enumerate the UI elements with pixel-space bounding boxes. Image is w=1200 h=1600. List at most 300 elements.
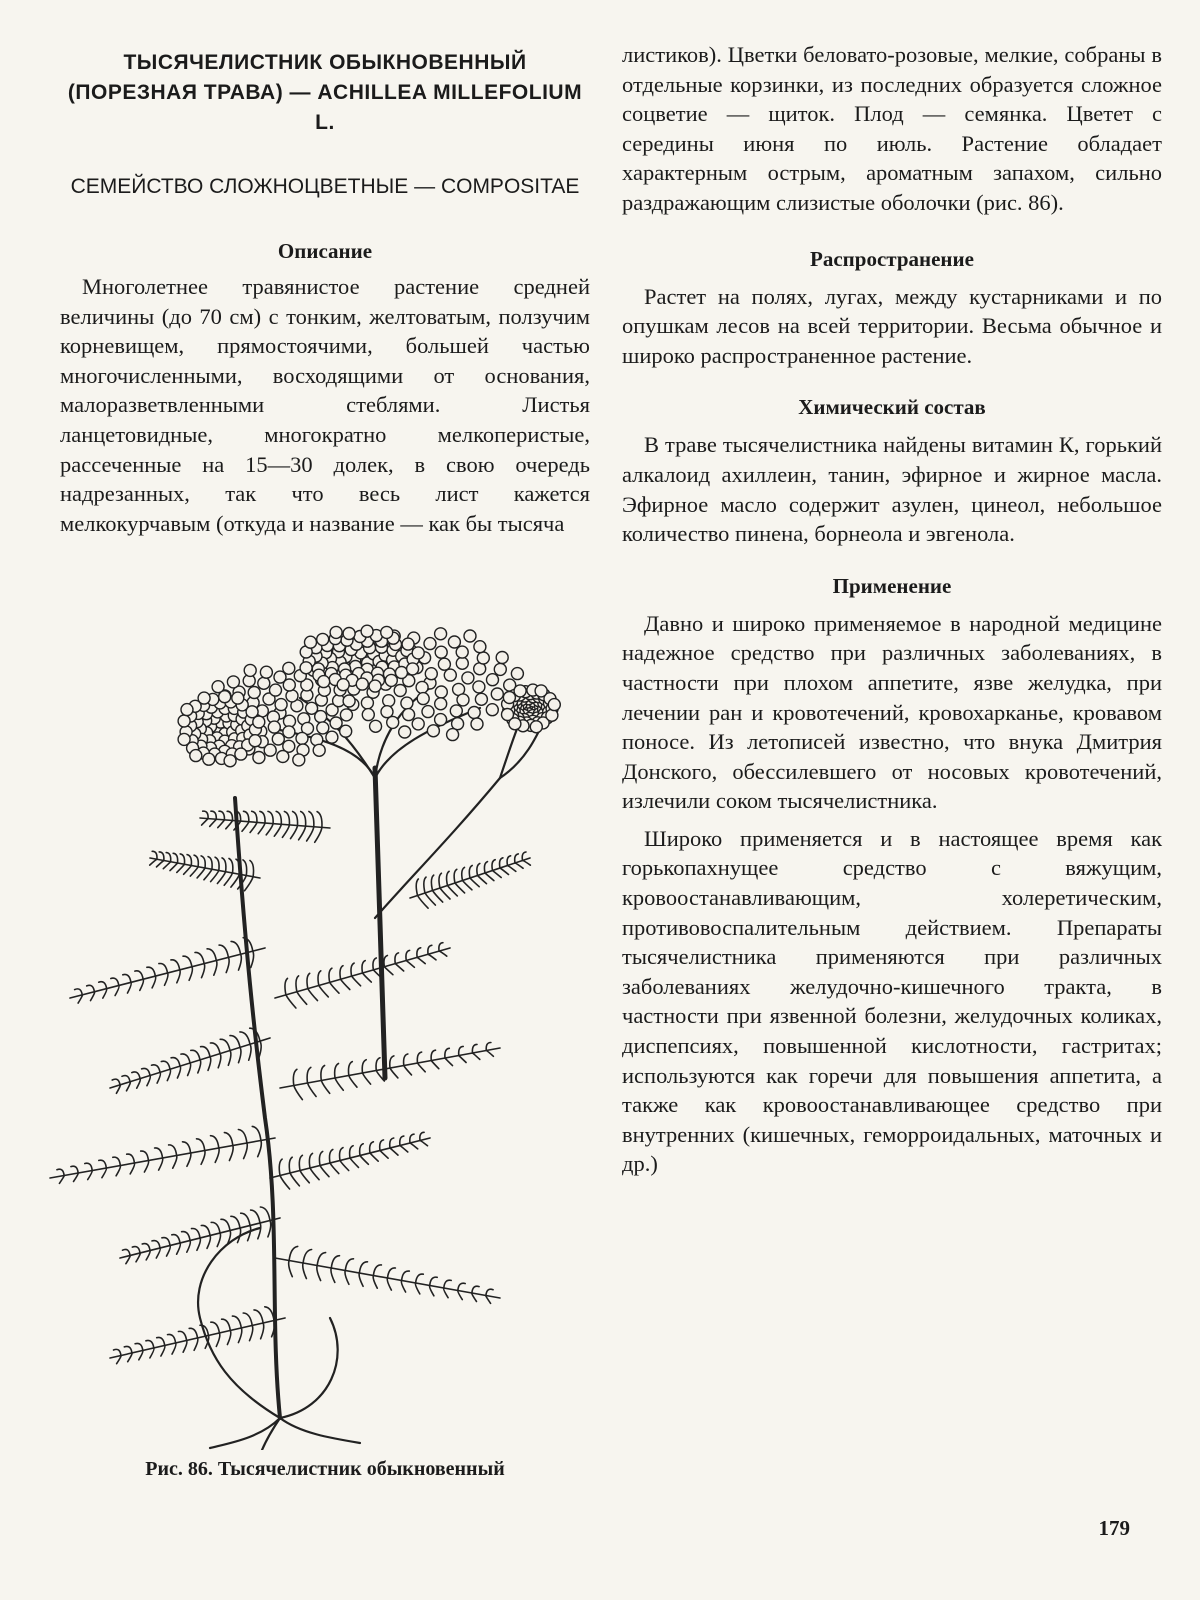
- leaf-segment: [321, 1066, 325, 1081]
- leaf-segment: [289, 1261, 293, 1277]
- leaf-segment: [210, 1043, 220, 1054]
- leaf-segment: [207, 1236, 210, 1249]
- leaf-segment: [183, 1341, 187, 1353]
- leaf-segment: [187, 1153, 191, 1166]
- leaf-segment: [183, 1142, 191, 1153]
- flower-floret: [412, 647, 424, 659]
- leaf-segment: [349, 1076, 357, 1088]
- flower-floret: [253, 752, 265, 764]
- leaf-segment: [282, 825, 289, 838]
- leaf-segment: [265, 1307, 274, 1321]
- leaf-segment: [309, 1153, 312, 1168]
- leaf-segment: [194, 1338, 198, 1350]
- flower-floret: [456, 646, 468, 658]
- leaf-segment: [293, 812, 298, 826]
- flower-floret: [330, 717, 342, 729]
- flower-floret: [283, 662, 295, 674]
- leaf-segment: [459, 1056, 466, 1063]
- leaf-segment: [254, 1310, 263, 1323]
- flower-floret: [381, 626, 393, 638]
- leaf-segment: [140, 979, 144, 990]
- leaf-segment: [299, 826, 306, 840]
- flower-floret: [362, 709, 374, 721]
- flower-floret: [326, 731, 338, 743]
- leaf-segment: [307, 1067, 311, 1083]
- leaf-segment: [122, 1076, 130, 1082]
- leaf-segment: [184, 866, 192, 875]
- leaf-segment: [291, 826, 298, 839]
- leaf-segment: [128, 982, 132, 993]
- flower-floret: [244, 664, 256, 676]
- leaf-segment: [331, 1268, 335, 1282]
- leaf-segment: [340, 1161, 349, 1171]
- leaf-segment: [473, 1053, 480, 1059]
- leaf-segment: [197, 1139, 205, 1151]
- leaf-segment: [301, 812, 306, 827]
- leaf-segment: [417, 1052, 421, 1063]
- leaf-segment: [387, 1278, 391, 1290]
- flower-floret: [416, 681, 428, 693]
- leaf-segment: [370, 1153, 378, 1161]
- yarrow-illustration: [30, 618, 590, 1450]
- leaf-segment: [390, 1068, 398, 1078]
- leaf-segment: [167, 1246, 171, 1257]
- flower-floret: [383, 695, 395, 707]
- flower-floret: [447, 729, 459, 741]
- leaf-segment: [211, 1136, 219, 1148]
- leaf-segment: [445, 1058, 453, 1066]
- flower-floret: [435, 698, 447, 710]
- leaf-segment: [130, 1163, 134, 1174]
- leaf-segment: [317, 1266, 321, 1281]
- leaf-segment: [251, 1210, 260, 1223]
- leaf-segment: [363, 1073, 371, 1084]
- leaf-segment: [418, 1063, 426, 1072]
- leaf-segment: [384, 967, 393, 975]
- leaf-segment: [294, 1086, 303, 1100]
- leaf-segment: [85, 1163, 92, 1170]
- leaf-segment: [373, 958, 376, 970]
- leaf-segment: [307, 973, 310, 988]
- leaf-segment: [171, 1058, 180, 1067]
- leaf-segment: [178, 1331, 186, 1340]
- flower-floret: [203, 753, 215, 765]
- flower-floret: [361, 697, 373, 709]
- flower-floret: [249, 735, 261, 747]
- leaf-segment: [315, 827, 322, 842]
- flower-floret: [370, 720, 382, 732]
- leaf-segment: [373, 1276, 377, 1289]
- flower-floret: [296, 732, 308, 744]
- leaf-segment: [320, 1166, 329, 1177]
- leaf-segment: [112, 1079, 120, 1085]
- leaf-segment: [211, 1322, 220, 1333]
- leaf-segment: [231, 1216, 240, 1228]
- leaf-segment: [180, 854, 184, 864]
- leaf-segment: [486, 1289, 493, 1295]
- leaf-segment: [197, 1238, 201, 1250]
- leaf-segment: [345, 1259, 353, 1271]
- leaf-segment: [345, 1271, 349, 1285]
- leaf-segment: [243, 1313, 252, 1326]
- leaf-segment: [211, 871, 219, 882]
- description-heading: Описание: [277, 239, 373, 263]
- right-column: [622, 40, 1162, 1179]
- leaf-segment: [418, 896, 429, 909]
- flower-floret: [178, 715, 190, 727]
- leaf-segment: [229, 859, 233, 874]
- leaf-segment: [258, 1141, 262, 1157]
- flower-floret: [457, 694, 469, 706]
- leaf-segment: [440, 888, 450, 899]
- leaf-segment: [380, 1140, 384, 1151]
- leaf-segment: [470, 878, 479, 887]
- leaf-segment: [221, 1219, 230, 1230]
- leaf-segment: [217, 1233, 220, 1247]
- leaf-segment: [208, 857, 212, 870]
- leaf-segment: [127, 1154, 135, 1163]
- flower-floret: [330, 626, 342, 638]
- flower-floret: [407, 663, 419, 675]
- leaf-segment: [454, 869, 457, 883]
- leaf-segment: [500, 868, 509, 875]
- flower-floret: [300, 662, 312, 674]
- leaf-segment: [380, 1151, 388, 1159]
- leaf-segment: [424, 877, 426, 893]
- leaf-segment: [307, 827, 314, 841]
- leaf-segment: [227, 1331, 230, 1345]
- leaf-segment: [448, 886, 458, 896]
- leaf-segment: [155, 1148, 163, 1158]
- leaf-segment: [363, 973, 372, 982]
- leaf-segment: [268, 811, 273, 823]
- leaf-segment: [219, 945, 228, 957]
- leaf-segment: [231, 874, 240, 887]
- leaf-segment: [350, 1146, 354, 1158]
- leaf-segment: [416, 1274, 424, 1283]
- leaf-segment: [331, 1256, 339, 1268]
- flower-floret: [477, 652, 489, 664]
- leaf-segment: [329, 1150, 332, 1164]
- flower-floret: [318, 676, 330, 688]
- leaf-segment: [182, 1232, 190, 1241]
- leaf-segment: [177, 1066, 180, 1078]
- leaf-segment: [276, 811, 281, 824]
- leaf-segment: [71, 1166, 78, 1173]
- leaf-segment: [523, 861, 531, 866]
- leaf-segment: [232, 1316, 241, 1328]
- flower-floret: [475, 693, 487, 705]
- leaf-segment: [430, 1277, 438, 1285]
- flower-floret: [277, 751, 289, 763]
- flower-floret: [509, 718, 521, 730]
- leaf-segment: [431, 875, 433, 890]
- leaf-segment: [173, 1156, 177, 1169]
- leaf-segment: [207, 949, 216, 961]
- leaf-segment: [260, 1207, 270, 1221]
- leaf-segment: [431, 1061, 439, 1069]
- chemistry-heading: Химический состав: [798, 395, 986, 420]
- flower-floret: [511, 668, 523, 680]
- flower-floret: [283, 726, 295, 738]
- leaf-segment: [341, 979, 350, 989]
- leaf-segment: [478, 876, 487, 884]
- leaf-segment: [238, 1328, 241, 1343]
- flower-floret: [491, 688, 503, 700]
- leaf-segment: [243, 860, 247, 876]
- leaf-segment: [458, 1283, 465, 1290]
- flower-floret: [369, 680, 381, 692]
- leaf-segment: [360, 1144, 364, 1156]
- leaf-segment: [261, 1323, 264, 1339]
- yarrow-drawing: [30, 618, 590, 1450]
- leaf-segment: [335, 1064, 339, 1079]
- leaf-segment: [317, 812, 322, 828]
- flower-floret: [496, 652, 508, 664]
- leaf-segment: [159, 963, 168, 973]
- leaf-segment: [116, 1166, 120, 1176]
- leaf-segment: [258, 1223, 261, 1239]
- leaf-segment: [161, 1061, 170, 1069]
- leaf-segment: [198, 1060, 201, 1073]
- leaf-segment: [274, 824, 281, 836]
- leaf-segment: [330, 1163, 339, 1174]
- leaf-segment: [218, 1054, 221, 1068]
- leaf-segment: [463, 881, 472, 890]
- leaf-segment: [159, 1158, 163, 1170]
- leaf-segment: [147, 967, 155, 976]
- leaf-segment: [224, 1133, 232, 1146]
- leaf-segment: [318, 971, 321, 986]
- leaf-segment: [144, 1161, 148, 1173]
- flower-floret: [178, 733, 190, 745]
- leaf-segment: [268, 1221, 271, 1237]
- leaf-segment: [299, 1155, 302, 1170]
- flower-floret: [473, 681, 485, 693]
- application-paragraph-1: Давно и широко применяемое в народной медицине надежное средство при различных заболеваниях, в частности при плохом аппетите, язве желудка, при лечении ран и кровотечений, кровохарканье, кровавом поносе. Из летописей известно, что внука Дмитрия Донского, обессилевшего от носовых кровотечений, излечили соком тысячелистника.: [622, 610, 1162, 814]
- leaf-segment: [303, 1250, 312, 1264]
- flower-floret: [450, 705, 462, 717]
- flower-floret: [468, 707, 480, 719]
- leaf-segment: [395, 964, 403, 971]
- flower-floret: [286, 690, 298, 702]
- flower-floret: [270, 684, 282, 696]
- leaf-segment: [472, 1286, 479, 1293]
- flower-floret: [503, 692, 515, 704]
- leaf-segment: [447, 871, 450, 885]
- flower-floret: [422, 706, 434, 718]
- leaf-segment: [241, 1213, 250, 1225]
- flower-floret: [535, 685, 547, 697]
- leaf-segment: [402, 1271, 410, 1280]
- flower-floret: [396, 667, 408, 679]
- leaf-segment: [485, 873, 494, 881]
- leaf-segment: [493, 871, 502, 878]
- distribution-heading: Распространение: [810, 246, 974, 271]
- leaf-segment: [388, 1268, 396, 1278]
- leaf-segment: [202, 964, 205, 978]
- leaf-segment: [329, 968, 332, 982]
- leaf-segment: [172, 1235, 180, 1243]
- leaf-segment: [373, 1265, 381, 1276]
- leaf-segment: [260, 811, 265, 823]
- flower-floret: [494, 663, 506, 675]
- leaf-segment: [170, 863, 178, 871]
- leaf-segment: [340, 966, 343, 980]
- leaf-segment: [508, 866, 516, 872]
- leaf-segment: [462, 867, 465, 880]
- leaf-segment: [157, 1072, 160, 1083]
- description-continued: листиков). Цветки беловато-розовые, мелкие, собраны в отдельные корзинки, из последних образуется сложное соцветие — щиток. Плод — семянка. Цветет с середины июня по июль. Растение обладает характерным острым, ароматным запахом, сильно раздражающим слизистые оболочки (рис. 86).: [622, 42, 1162, 215]
- leaf-segment: [240, 1032, 250, 1044]
- flower-floret: [435, 646, 447, 658]
- leaf-segment: [132, 1072, 140, 1079]
- leaf-segment: [192, 1228, 201, 1238]
- leaf-segment: [359, 1262, 367, 1273]
- leaf-segment: [492, 860, 495, 871]
- leaf-segment: [157, 1337, 165, 1345]
- flower-floret: [486, 704, 498, 716]
- leaf-segment: [201, 1225, 210, 1235]
- leaf-segment: [187, 1241, 191, 1253]
- flower-floret: [435, 628, 447, 640]
- leaf-segment: [123, 1249, 131, 1255]
- leaf-segment: [362, 961, 365, 973]
- leaf-segment: [141, 1151, 149, 1160]
- leaf-segment: [321, 1081, 329, 1094]
- leaf-segment: [286, 995, 296, 1008]
- leaf-segment: [146, 1340, 154, 1348]
- leaf-segment: [420, 1141, 428, 1146]
- leaf-segment: [132, 1247, 140, 1253]
- page-number: 179: [1098, 1516, 1130, 1540]
- leaf-segment: [293, 1069, 297, 1085]
- leaf-segment: [390, 1148, 398, 1155]
- leaf-segment: [224, 873, 232, 885]
- leaf-segment: [384, 956, 387, 967]
- leaf-segment: [152, 1065, 161, 1073]
- figure-caption: Рис. 86. Тысячелистник обыкновенный: [145, 1458, 505, 1480]
- leaf-segment: [123, 974, 131, 982]
- leaf-segment: [217, 872, 225, 884]
- leaf-segment: [439, 873, 441, 888]
- leaf-segment: [135, 1343, 143, 1350]
- leaf-segment: [431, 1050, 435, 1060]
- leaf-segment: [404, 1054, 408, 1066]
- plant-family: СЕМЕЙСТВО СЛОЖНОЦВЕТНЫЕ — COMPOSITAE: [70, 175, 580, 198]
- flower-floret: [474, 641, 486, 653]
- leaf-segment: [204, 869, 212, 880]
- leaf-segment: [285, 978, 288, 995]
- flower-floret: [275, 699, 287, 711]
- application-paragraph-2: Широко применяется и в настоящее время как горькопахнущее средство с вяжущим, кровоостанавливающим, холеретическим, противовоспалительным действием. Препараты тысячелистника применяются при различных заболеваниях желудочно-кишечного тракта, в частности при язвенной болезни, желудочных коликах, диспепсиях, повышенной кислотности, гастритах; используются как горечи для повышения аппетита, а также как кровоостанавливающее средство при внутренних (кишечных, геморроидальных, маточных и др.): [622, 825, 1162, 1177]
- leaf-segment: [266, 824, 273, 835]
- leaf-segment: [142, 1244, 150, 1251]
- leaf-segment: [515, 863, 523, 868]
- leaf-segment: [177, 864, 185, 872]
- leaf-segment: [455, 883, 465, 893]
- leaf-segment: [152, 976, 156, 988]
- leaf-segment: [400, 1146, 408, 1153]
- leaf-segment: [351, 963, 354, 976]
- flower-floret: [438, 658, 450, 670]
- leaf-segment: [75, 989, 83, 995]
- leaf-segment: [228, 1051, 231, 1066]
- leaf-segment: [211, 811, 216, 819]
- leaf-segment: [289, 1157, 292, 1173]
- leaf-segment: [161, 1346, 165, 1357]
- leaf-segment: [290, 1173, 299, 1186]
- flower-floret: [401, 697, 413, 709]
- leaf-segment: [348, 1062, 352, 1076]
- leaf-segment: [172, 1343, 176, 1354]
- flower-floret: [264, 744, 276, 756]
- distribution-paragraph: Растет на полях, лугах, между кустарниками и по опушкам лесов на всей территории. Весьма обычное и широко распространенное растение.: [622, 283, 1162, 368]
- flower-floret: [260, 666, 272, 678]
- leaf-segment: [111, 978, 119, 985]
- leaf-segment: [229, 1146, 233, 1161]
- flower-floret: [340, 725, 352, 737]
- leaf-segment: [135, 971, 143, 979]
- leaf-segment: [430, 1286, 434, 1296]
- leaf-segment: [201, 1047, 210, 1057]
- flower-floret: [394, 685, 406, 697]
- leaf-segment: [309, 812, 314, 827]
- leaf-segment: [113, 1157, 121, 1165]
- leaf-segment: [211, 1222, 220, 1233]
- flower-floret: [224, 755, 236, 767]
- flower-floret: [402, 638, 414, 650]
- flower-floret: [530, 721, 542, 733]
- flower-floret: [471, 718, 483, 730]
- leaf-segment: [444, 1280, 451, 1288]
- leaf-segment: [216, 1333, 220, 1346]
- leaf-segment: [168, 1334, 176, 1343]
- flower-floret: [425, 668, 437, 680]
- leaf-segment: [210, 819, 217, 826]
- leaf-segment: [142, 1068, 150, 1075]
- leaf-segment: [415, 1283, 419, 1294]
- leaf-segment: [230, 1036, 240, 1048]
- leaf-segment: [330, 982, 339, 993]
- leaf-segment: [249, 1044, 251, 1060]
- flower-floret: [219, 691, 231, 703]
- leaf-segment: [486, 1051, 493, 1057]
- leaf-segment: [252, 1126, 261, 1140]
- leaf-segment: [244, 1143, 248, 1159]
- flower-floret: [253, 716, 265, 728]
- leaf-segment: [250, 822, 257, 832]
- leaf-segment: [406, 961, 414, 968]
- flower-floret: [315, 711, 327, 723]
- leaf-segment: [289, 1246, 298, 1260]
- leaf-segment: [245, 877, 254, 891]
- leaf-segment: [401, 1281, 405, 1293]
- leaf-segment: [350, 1158, 359, 1167]
- flower-floret: [258, 677, 270, 689]
- article-title: ТЫСЯЧЕЛИСТНИК ОБЫКНОВЕННЫЙ (ПОРЕЗНАЯ ТРАВА) — ACHILLEA MILLEFOLIUM L.: [67, 51, 583, 134]
- flower-floret: [452, 718, 464, 730]
- left-column: [60, 40, 590, 538]
- leaf-segment: [231, 941, 241, 954]
- leaf-segment: [114, 1349, 121, 1355]
- flower-floret: [227, 676, 239, 688]
- leaf-segment: [226, 821, 233, 829]
- leaf-segment: [227, 811, 232, 820]
- leaf-segment: [310, 1168, 319, 1180]
- leaf-segment: [417, 957, 425, 963]
- leaf-segment: [359, 1273, 363, 1286]
